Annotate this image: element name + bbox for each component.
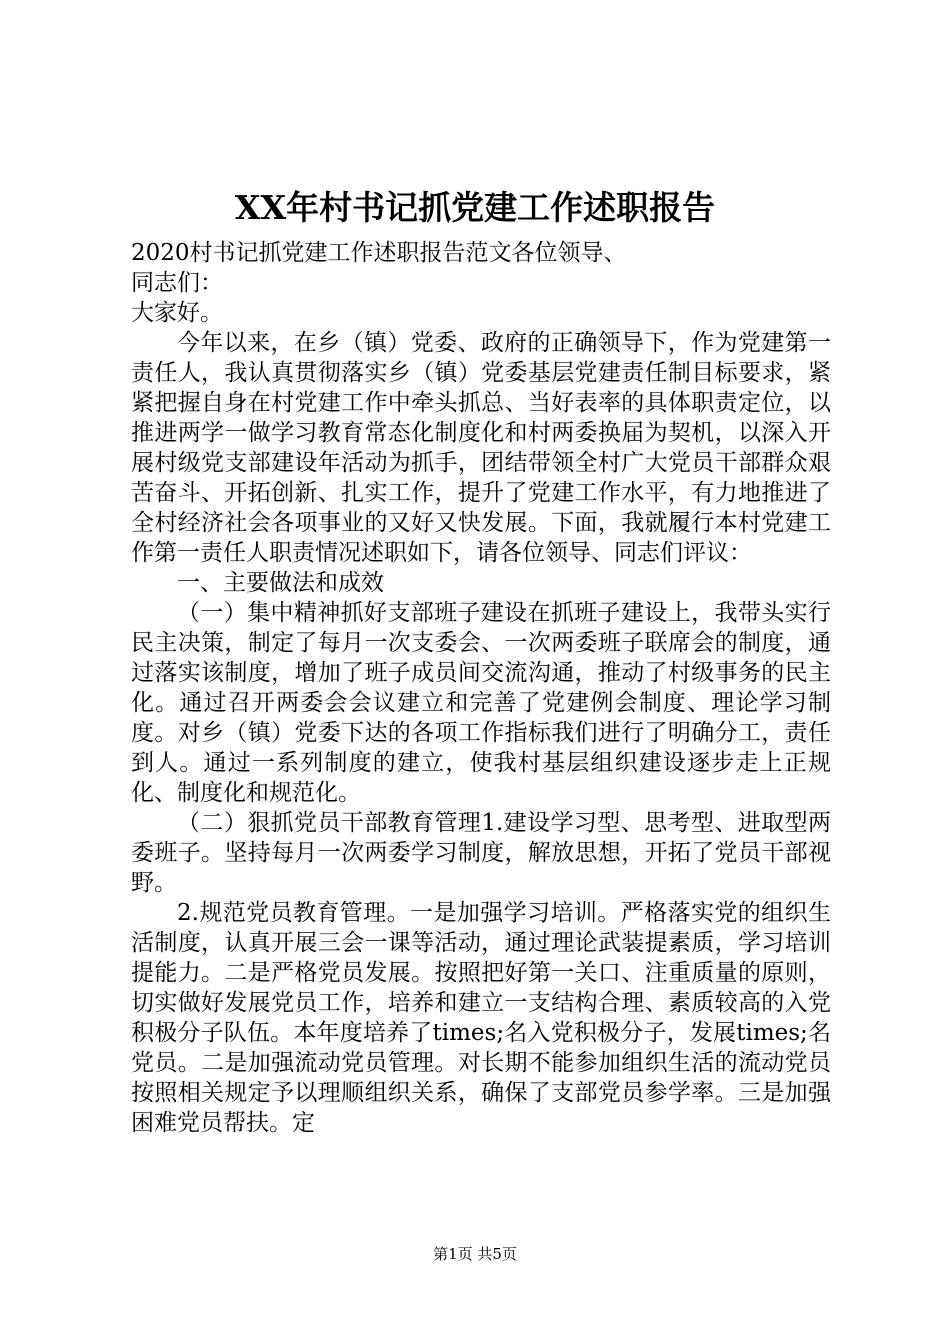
paragraph-member-management: 2.规范党员教育管理。一是加强学习培训。严格落实党的组织生活制度，认真开展三会一课等活动，通过理论武装提素质，学习培训提能力。二是严格党员发展。按照把好第一关口、注重质量的原则，切实做好发展党员工作，培养和建立一支结构合理、素质较高的入党积极分子队伍。本年度培养了times;名入党积极分子，发展times;名党员。二是加强流动党员管理。对长期不能参加组织生活的流动党员按照相关规定予以理顺组织关系，确保了支部党员参学率。三是加强困难党员帮扶。定 (131, 900, 831, 1136)
paragraph-greeting-comrades: 同志们： (131, 270, 223, 296)
page-number-footer: 第1页 共5页 (433, 1245, 517, 1263)
document-title: XX年村书记抓党建工作述职报告 (234, 188, 716, 227)
paragraph-intro: 2020村书记抓党建工作述职报告范文各位领导、 (131, 240, 627, 266)
paragraph-overview: 今年以来，在乡（镇）党委、政府的正确领导下，作为党建第一责任人，我认真贯彻落实乡（镇）党委基层党建责任制目标要求，紧紧把握自身在村党建工作中牵头抓总、当好表率的具体职责定位，以推进两学一做学习教育常态化制度化和村两委换届为契机，以深入开展村级党支部建设年活动为抓手，团结带领全村广大党员干部群众艰苦奋斗、开拓创新、扎实工作，提升了党建工作水平，有力地推进了全村经济社会各项事业的又好又快发展。下面，我就履行本村党建工作第一责任人职责情况述职如下，请各位领导、同志们评议： (131, 330, 831, 566)
paragraph-member-education: （二）狠抓党员干部教育管理1.建设学习型、思考型、进取型两委班子。坚持每月一次两委学习制度，解放思想，开拓了党员干部视野。 (131, 810, 831, 896)
document-body (131, 238, 831, 1138)
paragraph-hello: 大家好。 (131, 300, 223, 326)
section-heading-main-practices: 一、主要做法和成效 (177, 570, 384, 596)
paragraph-branch-team-building: （一）集中精神抓好支部班子建设在抓班子建设上，我带头实行民主决策，制定了每月一次支委会、一次两委班子联席会的制度，通过落实该制度，增加了班子成员间交流沟通，推动了村级事务的民主化。通过召开两委会会议建立和完善了党建例会制度、理论学习制度。对乡（镇）党委下达的各项工作指标我们进行了明确分工，责任到人。通过一系列制度的建立，使我村基层组织建设逐步走上正规化、制度化和规范化。 (131, 600, 831, 806)
